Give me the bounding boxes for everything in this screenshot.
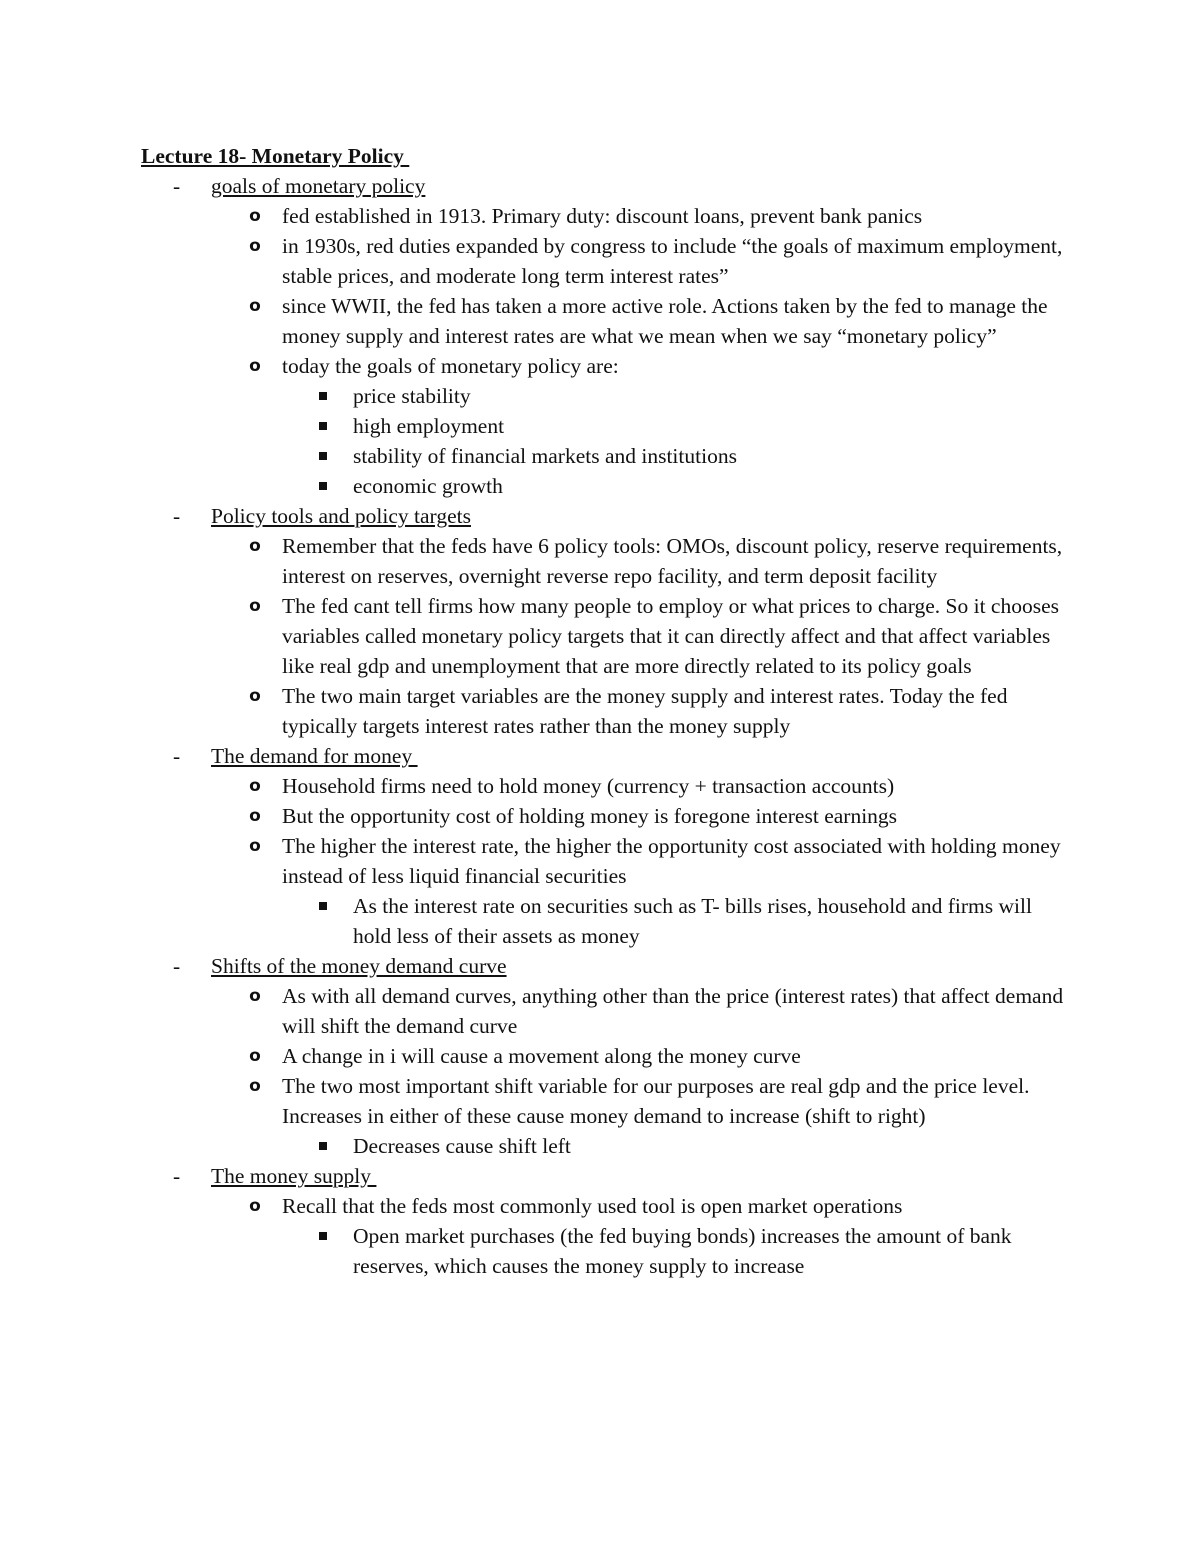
- sub-list-item-text: high employment: [353, 414, 505, 438]
- circle-bullet-icon: o: [249, 986, 261, 1006]
- square-bullet-icon: [282, 1142, 362, 1150]
- dash-bullet-icon: -: [173, 954, 181, 978]
- section-heading: Shifts of the money demand curve: [211, 954, 507, 978]
- sub-list-item-text: economic growth: [353, 474, 503, 498]
- dash-bullet-icon: -: [173, 744, 181, 768]
- square-bullet-icon: [282, 422, 362, 430]
- square-bullet-icon: [282, 482, 362, 490]
- page-title: Lecture 18- Monetary Policy: [141, 144, 410, 168]
- list-item: [211, 981, 1066, 1041]
- sub-list-item: [282, 441, 1066, 471]
- list-item-text: in 1930s, red duties expanded by congress to include “the goals of maximum employment, stable prices, and moderate long term interest rates”: [282, 234, 1063, 288]
- circle-bullet-icon: o: [249, 776, 261, 796]
- sub-list-item: [282, 1221, 1066, 1281]
- list-item: [211, 351, 1066, 501]
- list-item-text: Household firms need to hold money (currency + transaction accounts): [282, 774, 895, 798]
- circle-bullet-icon: o: [249, 836, 261, 856]
- sub-list-item: [282, 471, 1066, 501]
- list-item: [211, 1191, 1066, 1281]
- list-item: [211, 1041, 1066, 1071]
- list-item-text: today the goals of monetary policy are:: [282, 354, 619, 378]
- dash-bullet-icon: -: [173, 504, 181, 528]
- list-item: [211, 801, 1066, 831]
- list-item-text: since WWII, the fed has taken a more active role. Actions taken by the fed to manage the money supply and interest rates are what we mean when we say “monetary policy”: [282, 294, 1048, 348]
- sub-list-item: [282, 1131, 1066, 1161]
- list-item-text: A change in i will cause a movement along the money curve: [282, 1044, 801, 1068]
- sub-list-item: [282, 381, 1066, 411]
- list-item-text: The two main target variables are the money supply and interest rates. Today the fed typically targets interest rates rather than the money supply: [282, 684, 1008, 738]
- list-item-text: The two most important shift variable for our purposes are real gdp and the price level. Increases in either of these cause money demand to increase (shift to right): [282, 1074, 1030, 1128]
- list-item: [211, 231, 1066, 291]
- circle-bullet-icon: o: [249, 1076, 261, 1096]
- list-item-text: But the opportunity cost of holding money is foregone interest earnings: [282, 804, 898, 828]
- sub-list-item-text: price stability: [353, 384, 471, 408]
- square-bullet-icon: [282, 392, 362, 400]
- section-heading: goals of monetary policy: [211, 174, 426, 198]
- circle-bullet-icon: o: [249, 356, 261, 376]
- circle-bullet-icon: o: [249, 236, 261, 256]
- list-item: [211, 1071, 1066, 1161]
- circle-bullet-icon: o: [249, 206, 261, 226]
- section: [141, 171, 1066, 501]
- circle-bullet-icon: o: [249, 536, 261, 556]
- dash-bullet-icon: -: [173, 1164, 181, 1188]
- list-item-text: Recall that the feds most commonly used tool is open market operations: [282, 1194, 903, 1218]
- list-item: [211, 201, 1066, 231]
- sub-list-item-text: As the interest rate on securities such as T- bills rises, household and firms will hold less of their assets as money: [353, 894, 1032, 948]
- section-heading: The demand for money: [211, 744, 418, 768]
- circle-bullet-icon: o: [249, 1046, 261, 1066]
- circle-bullet-icon: o: [249, 596, 261, 616]
- square-bullet-icon: [282, 1232, 362, 1240]
- sub-list-item-text: Decreases cause shift left: [353, 1134, 571, 1158]
- section: [141, 501, 1066, 741]
- list-item: [211, 681, 1066, 741]
- list-item: [211, 591, 1066, 681]
- square-bullet-icon: [282, 902, 362, 910]
- document-body: [141, 141, 1066, 1281]
- list-item: [211, 291, 1066, 351]
- outline-list: [141, 171, 1066, 1281]
- list-item-text: The fed cant tell firms how many people to employ or what prices to charge. So it chooses variables called monetary policy targets that it can directly affect and that affect variables like real gdp and unemployment that are more directly related to its policy goals: [282, 594, 1059, 678]
- sub-list-item: [282, 411, 1066, 441]
- square-bullet-icon: [282, 452, 362, 460]
- circle-bullet-icon: o: [249, 806, 261, 826]
- circle-bullet-icon: o: [249, 1196, 261, 1216]
- sub-list-item: [282, 891, 1066, 951]
- dash-bullet-icon: -: [173, 174, 181, 198]
- list-item: [211, 831, 1066, 951]
- section-heading: The money supply: [211, 1164, 377, 1188]
- section: [141, 741, 1066, 951]
- section: [141, 1161, 1066, 1281]
- sub-list-item-text: Open market purchases (the fed buying bonds) increases the amount of bank reserves, which causes the money supply to increase: [353, 1224, 1012, 1278]
- list-item-text: fed established in 1913. Primary duty: discount loans, prevent bank panics: [282, 204, 923, 228]
- section: [141, 951, 1066, 1161]
- list-item: [211, 771, 1066, 801]
- sub-list-item-text: stability of financial markets and institutions: [353, 444, 737, 468]
- section-heading: Policy tools and policy targets: [211, 504, 471, 528]
- circle-bullet-icon: o: [249, 686, 261, 706]
- list-item-text: Remember that the feds have 6 policy tools: OMOs, discount policy, reserve requirements, interest on reserves, overnight reverse repo facility, and term deposit facility: [282, 534, 1063, 588]
- list-item-text: The higher the interest rate, the higher the opportunity cost associated with holding money instead of less liquid financial securities: [282, 834, 1061, 888]
- list-item: [211, 531, 1066, 591]
- circle-bullet-icon: o: [249, 296, 261, 316]
- list-item-text: As with all demand curves, anything other than the price (interest rates) that affect demand will shift the demand curve: [282, 984, 1064, 1038]
